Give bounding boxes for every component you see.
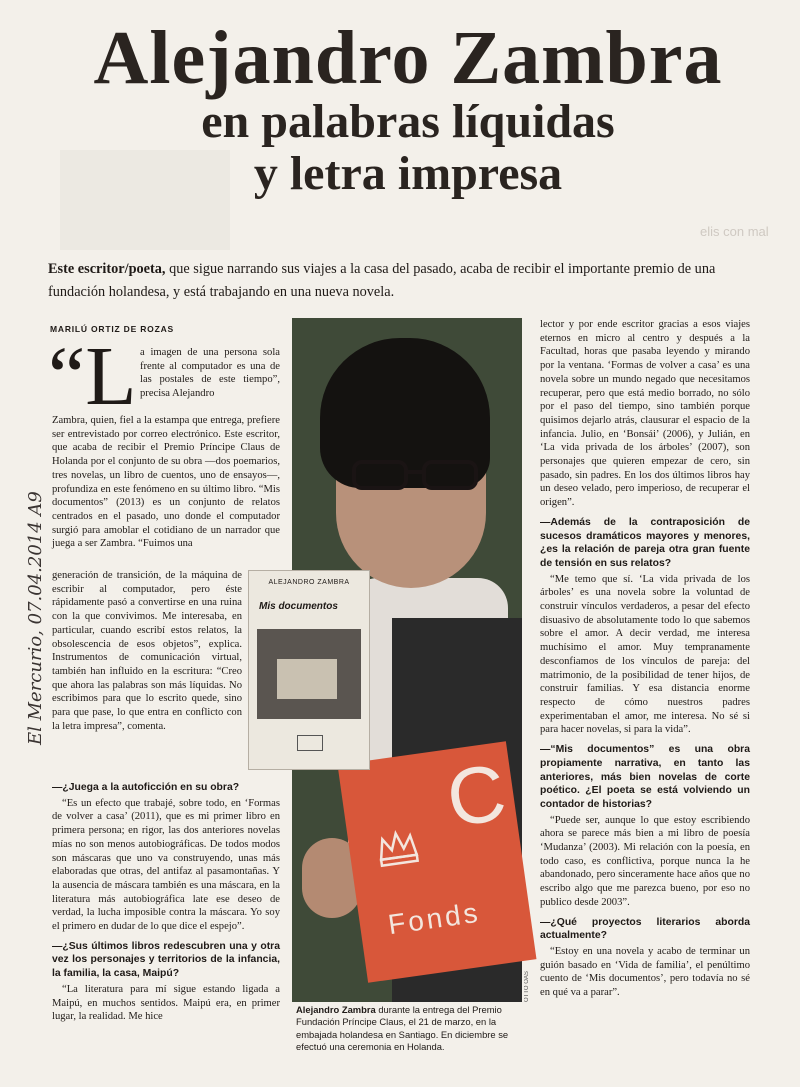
column-1-intro-top bbox=[140, 346, 280, 403]
caption-name: Alejandro Zambra bbox=[296, 1004, 376, 1015]
question-5: —¿Qué proyectos literarios aborda actualmente? bbox=[540, 916, 750, 942]
lead-rest: que sigue narrando sus viajes a la casa del pasado, acaba de recibir el importante premio de una fundación holandesa, y está trabajando en una nueva novela. bbox=[48, 261, 716, 300]
answer-2: “La literatura para mí sigue estando ligada a Maipú, en muchos sentidos. Maipú era, en primer lugar, la realidad. Me hice bbox=[52, 983, 280, 1023]
lead-bold: Este escritor/poeta, bbox=[48, 261, 166, 277]
byline: MARILÚ ORTIZ DE ROZAS bbox=[50, 324, 174, 334]
handwritten-date-note: El Mercurio, 07.04.2014 A9 bbox=[25, 491, 46, 745]
photo-caption bbox=[296, 1004, 526, 1054]
headline bbox=[48, 16, 768, 200]
column-1-qa bbox=[52, 775, 280, 1026]
glasses-icon bbox=[350, 458, 480, 494]
column-1-intro-wrap bbox=[52, 569, 242, 735]
intro-paragraph-b: Zambra, quien, fiel a la estampa que entrega, prefiere ser entrevistado por correo electrónico. Este escritor, que acaba de recibir el Premio Príncipe Claus de Holanda por el conjunto de su obra —dos poemarios, tres novelas, un libro de cuentos, uno de ensayos—, profundiza en este fenómeno en su último libro. “Mis documentos” (2013) es un conjunto de relatos centrados en el pasado, uno donde el computador surgió para amoblar el cotidiano de un narrador que juega a ser Zambra. “Fuimos una bbox=[52, 415, 280, 550]
book-cover-image bbox=[257, 629, 361, 719]
answer-3: “Me temo que sí. ‘La vida privada de los árboles’ es una novela sobre la voluntad de construir vínculos verdaderos, a pesar del efecto disuasivo de absolutamente todo lo que sabemos sobre el amor. A decir verdad, me interesa muchísimo el amor. Muy tempranamente desconfiamos de los vínculos de pareja: del matrimonio, de la posibilidad de tener hijos, de construir familias. Y esa distancia enorme respecto de cómo nuestros padres experimentaban el amor, me interesa. No sé si para hacer novelas, si para la vida”. bbox=[540, 573, 750, 736]
column-3 bbox=[540, 318, 750, 1002]
answer-5: “Estoy en una novela y acabo de terminar un guión basado en ‘Vida de familia’, el penúltimo cuento de ‘Mis documentos’, pero todavía no sé en qué va a parar”. bbox=[540, 945, 750, 999]
award-letter: C bbox=[441, 747, 512, 844]
book-author: ALEJANDRO ZAMBRA bbox=[268, 579, 350, 586]
question-4: —“Mis documentos” es una obra propiamente narrativa, en tanto las anteriores, más bien novelas de corte poético. ¿El poeta se está volviendo un contador de historias? bbox=[540, 744, 750, 810]
caption-text: durante la entrega del Premio Fundación Príncipe Claus, el 21 de marzo, en la embajada holandesa en Santiago. En diciembre se efectuó una ceremonia en Holanda. bbox=[296, 1004, 509, 1053]
photo-credit: OTTO OAS bbox=[524, 971, 530, 1002]
headline-line-3: y letra impresa bbox=[253, 146, 563, 200]
answer-1: “Es un efecto que trabajé, sobre todo, en ‘Formas de volver a casa’ (2011), que es mi primer libro en primera persona; en rigor, las dos anteriores novelas mías no son menos autobiográficas. De todos modos son máscaras que uno va construyendo, unas más elaboradas que otras, del antifaz al pasamontañas. Y la ausencia de máscara también es una máscara, en la literatura más autobiográfica late ese deseo de verdad, la lucha imposible contra la máscara. Yo soy el primero en dudar de lo que dice el espejo”. bbox=[52, 797, 280, 933]
book-cover-image-detail bbox=[277, 659, 337, 699]
award-plaque bbox=[338, 741, 537, 983]
bleed-through-text: elis con mal bbox=[700, 224, 769, 239]
question-1: —¿Juega a la autoficción en su obra? bbox=[52, 782, 240, 793]
drop-cap: “L bbox=[48, 330, 137, 423]
intro-paragraph-a: a imagen de una persona sola frente al computador es una de las postales de este tiempo”, precisa Alejandro bbox=[140, 347, 280, 400]
headline-main: Alejandro Zambra bbox=[93, 16, 723, 100]
headline-line-2: en palabras líquidas bbox=[201, 95, 615, 148]
column-1-intro-middle bbox=[52, 414, 280, 553]
book-title: Mis documentos bbox=[259, 601, 338, 612]
intro-paragraph-c: generación de transición, de la máquina de escribir al computador, pero éste rápidamente pasó a convertirse en una ruina con la que convivimos. Me interesaba, en particular, cuando escribí estos relatos, la obsolescencia de esos objetos”, explica. Instrumentos de comunicación virtual, también han influido en la escritura: “Creo que ahora las palabras son más líquidas. No escribimos para que lo escrito quede, sino para que pase, lo que entra en conflicto con la letra impresa”, comenta. bbox=[52, 570, 242, 732]
lead-paragraph bbox=[48, 258, 748, 304]
book-cover bbox=[248, 570, 370, 770]
crown-icon bbox=[373, 824, 422, 870]
answer-4: “Puede ser, aunque lo que estoy escribiendo ahora se parece más bien a mi libro de poesía ‘Mudanza’ (2003). Mi relación con la poesía, en todo caso, es conflictiva, porque nunca la he abandonado, pero sinceramente hace años que no escribo algo que me parezca bueno, por eso no publico desde 2003”. bbox=[540, 814, 750, 908]
award-word: Fonds bbox=[386, 896, 483, 941]
question-3: —Además de la contraposición de sucesos dramáticos mayores y menores, ¿es la relación de pareja otra gran fuente de tensión en sus relatos? bbox=[540, 516, 750, 569]
publisher-logo-icon bbox=[297, 735, 323, 751]
answer-2-continued: lector y por ende escritor gracias a esos viajes eternos en micro al centro y después a la Facultad, horas que pasaba leyendo y mirando por la ventana. ‘Formas de volver a casa’ es una novela sobre un mundo negado que necesitamos recuperar, pero que está medio borrado, no sólo por el paso del tiempo, sino también porque quisimos dejarlo atrás, clausurar el espacio de la infancia. Julio, en ‘Bonsái’ (2006), y Julián, en ‘La vida privada de los árboles’ (2007), son personajes que quieren empezar de cero, sin pasado, sin padres. En los dos últimos libros hay un deseo velado, pero imperioso, de recuperar el origen”. bbox=[540, 319, 750, 509]
question-2: —¿Sus últimos libros redescubren una y otra vez los personajes y territorios de la infancia, la familia, la casa, Maipú? bbox=[52, 940, 280, 980]
